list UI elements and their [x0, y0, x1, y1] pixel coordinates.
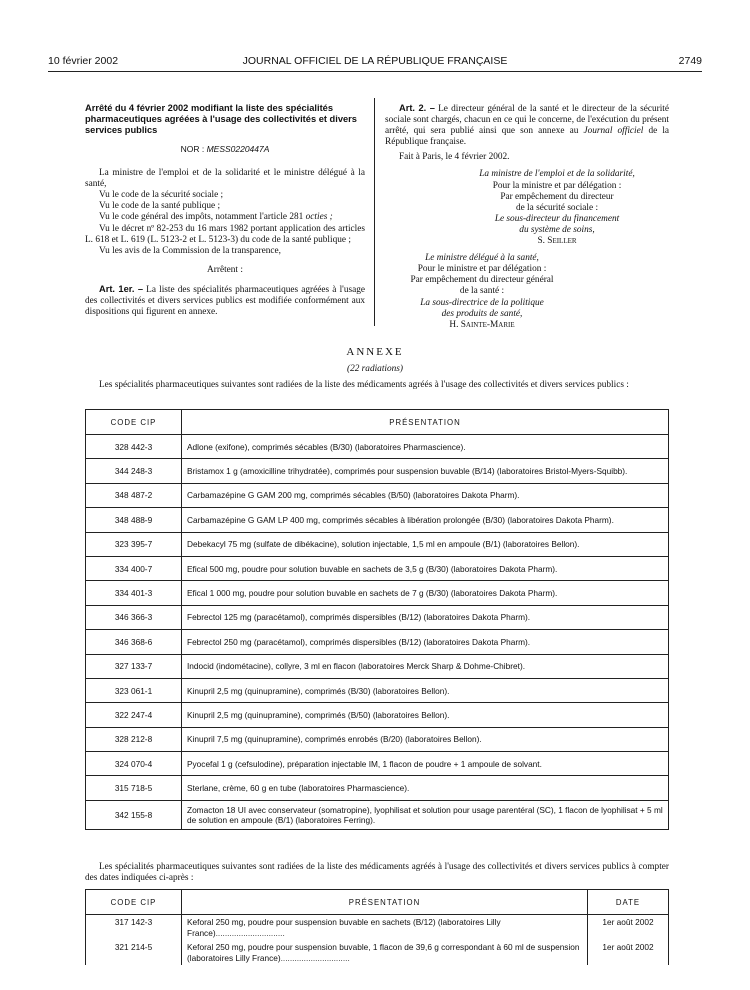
cip-code-cell: 328 212-8 [86, 727, 182, 751]
sig1-line5: Le sous-directeur du financement [494, 213, 620, 224]
presentation-cell [182, 940, 588, 965]
preamble-vu-avis: Vu les avis de la Commission de la transparence, [99, 245, 281, 256]
column-header-code: CODE CIP [86, 890, 182, 915]
page-header [48, 55, 702, 71]
journal-officiel-ref: Journal officiel [583, 126, 644, 137]
cip-code-cell: 327 133-7 [86, 654, 182, 678]
cip-code-cell: 322 247-4 [86, 703, 182, 727]
signature-block-1 [445, 169, 669, 247]
cip-code-cell: 315 718-5 [86, 776, 182, 800]
table-row [86, 581, 669, 605]
table-row [86, 508, 669, 532]
cip-code-cell: 342 155-8 [86, 800, 182, 829]
presentation-text: Keforal 250 mg, poudre pour suspension buvable en sachets (B/12) (laboratoires Lilly France) [187, 917, 501, 938]
table-row [86, 605, 669, 629]
impots-text: Vu le code général des impôts, notamment l'article 281 [99, 212, 304, 223]
nor-code: MESS0220447A [206, 144, 270, 154]
presentation-cell: Carbamazépine G GAM 200 mg, comprimés sécables (B/50) (laboratoires Dakota Pharm). [182, 483, 669, 507]
cip-code-cell: 328 442-3 [86, 435, 182, 459]
table-row [86, 752, 669, 776]
table-row [86, 459, 669, 483]
sig1-line6: du système de soins, [519, 224, 595, 235]
cip-code-cell: 323 061-1 [86, 678, 182, 702]
arretent: Arrêtent : [207, 264, 243, 275]
presentation-text: Keforal 250 mg, poudre pour suspension buvable, 1 flacon de 39,6 g correspondant à 60 ml de suspension (laboratoires Lilly France) [187, 942, 580, 963]
annexe-intro-1: Les spécialités pharmaceutiques suivantes sont radiées de la liste des médicaments agréés à l'usage des collectivités et divers services publics : [99, 380, 629, 390]
annexe-subtitle: (22 radiations) [346, 364, 404, 374]
column-header-code: CODE CIP [86, 410, 182, 435]
preamble-vu-impots [85, 212, 365, 223]
radiations-table [85, 409, 669, 830]
article-1-text: La liste des spécialités pharmaceutiques agréées à l'usage des collectivités et divers services publics est modifiée conformément aux dispositions qui figurent en annexe. [85, 284, 365, 318]
cip-code-cell: 346 368-6 [86, 630, 182, 654]
table-row [86, 654, 669, 678]
sig1-name: S. Seiller [537, 236, 577, 247]
presentation-cell: Efical 500 mg, poudre pour solution buvable en sachets de 3,5 g (B/30) (laboratoires Dakota Pharm). [182, 556, 669, 580]
dated-radiations-table [85, 889, 669, 965]
octies-text: octies ; [305, 212, 333, 223]
presentation-cell: Pyocefal 1 g (cefsulodine), préparation injectable IM, 1 flacon de poudre + 1 ampoule de solvant. [182, 752, 669, 776]
sig1-line2: Pour la ministre et par délégation : [492, 180, 622, 191]
leader-dots: .............................. [215, 927, 285, 938]
header-journal-title: JOURNAL OFFICIEL DE LA RÉPUBLIQUE FRANÇAISE [242, 55, 508, 67]
presentation-cell: Kinupril 7,5 mg (quinupramine), comprimés enrobés (B/20) (laboratoires Bellon). [182, 727, 669, 751]
sig2-line3: Par empêchement du directeur général [410, 275, 554, 286]
presentation-cell: Kinupril 2,5 mg (quinupramine), comprimés (B/30) (laboratoires Bellon). [182, 678, 669, 702]
nor-line [85, 144, 365, 155]
sig2-line2: Pour le ministre et par délégation : [417, 264, 547, 275]
presentation-cell: Sterlane, crème, 60 g en tube (laboratoires Pharmascience). [182, 776, 669, 800]
presentation-cell: Kinupril 2,5 mg (quinupramine), comprimés (B/50) (laboratoires Bellon). [182, 703, 669, 727]
radiations-table-body [86, 435, 669, 830]
table-row [86, 678, 669, 702]
header-rule [48, 71, 702, 72]
cip-code-cell: 317 142-3 [86, 915, 182, 941]
presentation-cell: Febrectol 125 mg (paracétamol), comprimés dispersibles (B/12) (laboratoires Dakota Pharm). [182, 605, 669, 629]
signature-block-2 [385, 253, 579, 331]
cip-code-cell: 321 214-5 [86, 940, 182, 965]
cip-code-cell: 324 070-4 [86, 752, 182, 776]
article-2-text-b: de la République française. [385, 126, 670, 148]
sig2-line1: Le ministre délégué à la santé, [425, 253, 539, 264]
left-column [85, 103, 365, 318]
table-row [86, 435, 669, 459]
date-cell: 1er août 2002 [588, 940, 669, 965]
column-header-presentation: PRÉSENTATION [182, 890, 588, 915]
table-row [86, 776, 669, 800]
table-header-row [86, 890, 669, 915]
cip-code-cell: 346 366-3 [86, 605, 182, 629]
column-header-presentation: PRÉSENTATION [182, 410, 669, 435]
article-1 [85, 284, 365, 318]
article-1-label: Art. 1er. – [99, 283, 144, 294]
dated-radiations-table-body [86, 915, 669, 966]
arrete-title: Arrêté du 4 février 2002 modifiant la liste des spécialités pharmaceutiques agréées à l'usage des collectivités et divers services publics [85, 103, 357, 135]
sig1-line1: La ministre de l'emploi et de la solidarité, [479, 169, 635, 180]
sig2-line4: de la santé : [459, 286, 505, 297]
cip-code-cell: 334 401-3 [86, 581, 182, 605]
preamble-ministers: La ministre de l'emploi et de la solidarité et le ministre délégué à la santé, [85, 168, 365, 190]
table-row [86, 915, 669, 941]
presentation-cell [182, 915, 588, 941]
cip-code-cell: 323 395-7 [86, 532, 182, 556]
presentation-cell: Indocid (indométacine), collyre, 3 ml en flacon (laboratoires Merck Sharp & Dohme-Chibret). [182, 654, 669, 678]
cip-code-cell: 344 248-3 [86, 459, 182, 483]
header-date: 10 février 2002 [48, 55, 119, 67]
leader-dots: .............................. [280, 952, 350, 963]
sig1-line4: de la sécurité sociale : [515, 202, 599, 213]
preamble-vu-secu: Vu le code de la sécurité sociale ; [99, 190, 224, 201]
table-row [86, 800, 669, 829]
table-row [86, 532, 669, 556]
column-header-date: DATE [588, 890, 669, 915]
sig2-line6: des produits de santé, [441, 308, 523, 319]
article-2-text-a: Le directeur général de la santé et le directeur de la sécurité sociale sont chargés, chacun en ce qui le concerne, de l'exécution du présent arrêté, qui sera publié ainsi que son annexe au [385, 104, 669, 137]
cip-code-cell: 348 488-9 [86, 508, 182, 532]
annexe-title: ANNEXE [346, 346, 404, 358]
preamble-vu-decret: Vu le décret nº 82-253 du 16 mars 1982 portant application des articles L. 618 et L. 619 (L. 5123-2 et L. 5123-3) du code de la santé publique ; [85, 223, 365, 245]
preamble-vu-sante: Vu le code de la santé publique ; [99, 201, 221, 212]
presentation-cell: Debekacyl 75 mg (sulfate de dibékacine), solution injectable, 1,5 ml en ampoule (B/1) (laboratoires Bellon). [182, 532, 669, 556]
article-2-label: Art. 2. – [399, 103, 435, 113]
right-column [385, 103, 669, 331]
table-row [86, 483, 669, 507]
presentation-cell: Zomacton 18 UI avec conservateur (somatropine), lyophilisat et solution pour usage parentéral (SC), 1 flacon de lyophilisat + 5 ml de solution en ampoule (B/1) (laboratoires Ferring). [182, 800, 669, 829]
presentation-cell: Febrectol 250 mg (paracétamol), comprimés dispersibles (B/12) (laboratoires Dakota Pharm). [182, 630, 669, 654]
presentation-cell: Carbamazépine G GAM LP 400 mg, comprimés sécables à libération prolongée (B/30) (laboratoires Dakota Pharm). [182, 508, 669, 532]
header-page-number: 2749 [678, 55, 702, 67]
sig1-line3: Par empêchement du directeur [500, 191, 614, 202]
spacer [85, 257, 365, 265]
table-row [86, 630, 669, 654]
table-row [86, 940, 669, 965]
cip-code-cell: 334 400-7 [86, 556, 182, 580]
sig2-name: H. Sainte-Marie [449, 319, 515, 330]
presentation-cell: Adlone (exifone), comprimés sécables (B/30) (laboratoires Pharmascience). [182, 435, 669, 459]
date-cell: 1er août 2002 [588, 915, 669, 941]
presentation-cell: Efical 1 000 mg, poudre pour solution buvable en sachets de 7 g (B/30) (laboratoires Dakota Pharm). [182, 581, 669, 605]
fait-a-paris: Fait à Paris, le 4 février 2002. [399, 152, 510, 163]
presentation-cell: Bristamox 1 g (amoxicilline trihydratée), comprimés pour suspension buvable (B/14) (laboratoires Bristol-Myers-Squibb). [182, 459, 669, 483]
table-row [86, 727, 669, 751]
cip-code-cell: 348 487-2 [86, 483, 182, 507]
annexe-intro-2: Les spécialités pharmaceutiques suivantes sont radiées de la liste des médicaments agréés à l'usage des collectivités et divers services publics à compter des dates indiquées ci-après : [85, 862, 669, 883]
column-divider [374, 98, 375, 326]
table-row [86, 556, 669, 580]
table-row [86, 703, 669, 727]
nor-label: NOR : [180, 144, 205, 154]
spacer [85, 276, 365, 284]
table-header-row [86, 410, 669, 435]
sig2-line5: La sous-directrice de la politique [420, 297, 544, 308]
article-2 [385, 103, 669, 148]
